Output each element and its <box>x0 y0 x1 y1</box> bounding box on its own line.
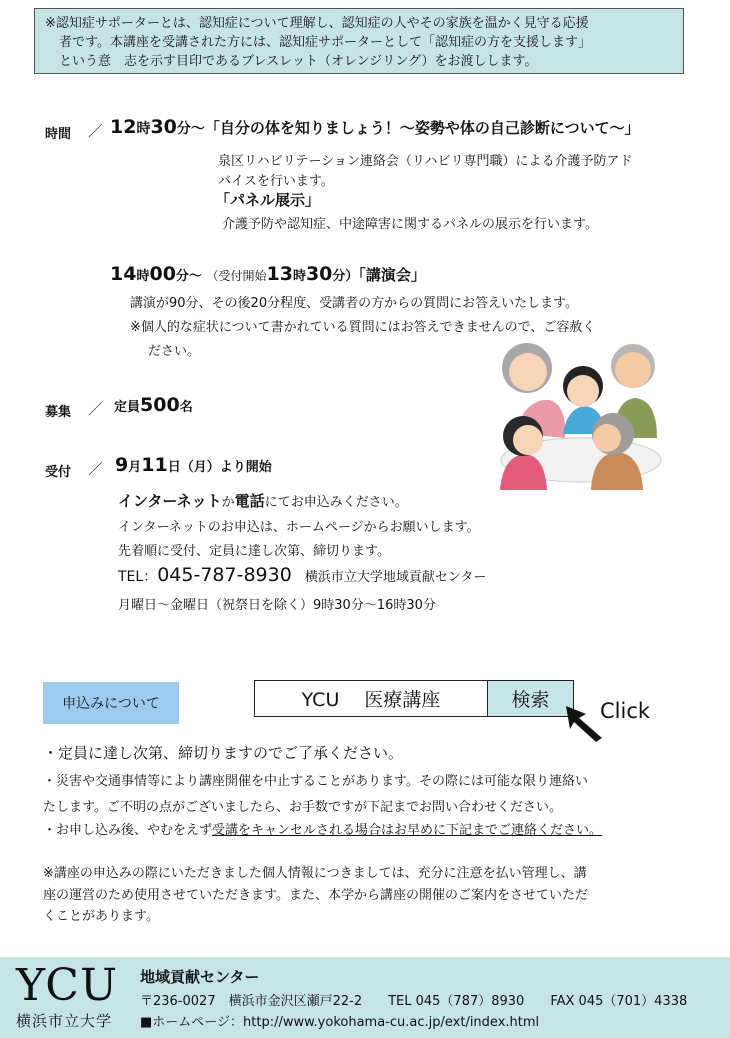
search-button[interactable]: 検索 <box>487 681 573 716</box>
reception-slash: ／ <box>88 460 104 478</box>
privacy-3: くことがあります。 <box>43 909 159 924</box>
first-desc-1: 泉区リハビリテーション連絡会（リハビリ専門職）による介護予防アド <box>218 154 633 169</box>
reception-date: 9月11日（月）より開始 <box>115 454 272 476</box>
supporter-note-box <box>34 8 684 74</box>
tel-number: 045-787-8930 <box>157 564 292 586</box>
lecture-title: 「講演会」 <box>358 266 426 284</box>
office-hours: 月曜日～金曜日（祝祭日を除く）9時30分～16時30分 <box>118 598 436 613</box>
boy-face <box>567 375 599 407</box>
recruit-slash: ／ <box>88 400 104 418</box>
footer-address: 〒236-0027 横浜市金沢区瀬戸22-2 TEL 045（787）8930 FAX 045（701）4338 <box>140 994 688 1009</box>
apply-info-tag: 申込みについて <box>43 682 179 724</box>
capacity: 定員500名 <box>114 394 193 416</box>
search-box[interactable] <box>254 680 574 717</box>
cancel-notice: 受講をキャンセルされる場合はお早めに下記までご連絡ください。 <box>212 823 603 838</box>
footer-dept: 地域貢献センター <box>140 968 260 986</box>
privacy-1: ※講座の申込みの際にいただきました個人情報につきましては、充分に注意を払い管理し、講 <box>43 866 587 881</box>
time-label: 時間 <box>45 127 72 142</box>
reception-line-3: 先着順に受付、定員に達し次第、締切ります。 <box>118 544 390 559</box>
group-discussion-illustration <box>495 338 667 490</box>
panel-title: 「パネル展示」 <box>215 191 321 209</box>
notice-2: ・災害や交通事情等により講座開催を中止することがあります。その際には可能な限り連絡い <box>43 774 588 789</box>
reception-line-2: インターネットのお申込は、ホームページからお願いします。 <box>118 520 480 535</box>
elder-man-face <box>615 352 651 388</box>
panel-desc: 介護予防や認知症、中途障害に関するパネルの展示を行います。 <box>222 217 598 232</box>
girl-face <box>513 425 543 455</box>
first-desc-2: バイスを行います。 <box>218 174 334 189</box>
note-line-3: という意 志を示す目印であるブレスレット（オレンジリング）をお渡しします。 <box>59 54 538 69</box>
second-session-line: 14時00分～ （受付開始13時30分）「講演会」 <box>110 263 426 285</box>
search-input[interactable]: YCU 医療講座 <box>301 689 441 711</box>
footer-homepage[interactable]: ■ホームページ：http://www.yokohama-cu.ac.jp/ext/index.html <box>140 1015 540 1030</box>
lecture-note-1: ※個人的な症状について書かれている質問にはお答えできませんので、ご容赦く <box>130 320 596 335</box>
tel-line: TEL：045-787-8930 横浜市立大学地域貢献センター <box>118 564 487 586</box>
note-line-2: 者です。本講座を受講された方には、認知症サポーターとして「認知症の方を支援します」 <box>59 35 591 50</box>
time-slash: ／ <box>88 122 104 140</box>
lecture-desc: 講演が90分、その後20分程度、受講者の方からの質問にお答えいたします。 <box>130 296 579 311</box>
notice-1: ・定員に達し次第、締切りますのでご了承ください。 <box>43 744 404 762</box>
first-session-title: 「自分の体を知りましょう！～姿勢や体の自己診断について～」 <box>204 119 640 137</box>
elder-back-face <box>593 424 621 452</box>
ycu-logo-sub: 横浜市立大学 <box>16 1012 113 1030</box>
note-line-1: ※認知症サポーターとは、認知症について理解し、認知症の人やその家族を温かく見守る応援 <box>45 16 589 31</box>
click-label: Click <box>600 699 651 723</box>
reception-line-1: インターネットか電話にてお申込みください。 <box>118 492 408 510</box>
privacy-2: 座の運営のため使用させていただきます。また、本学から講座の開催のご案内をさせていただ <box>43 888 588 903</box>
first-session-line: 12時30分～「自分の体を知りましょう！～姿勢や体の自己診断について～」 <box>110 116 640 138</box>
reception-label: 受付 <box>45 465 72 480</box>
recruit-label: 募集 <box>45 405 72 420</box>
notice-3: たします。ご不明の点がございましたら、お手数ですが下記までお問い合わせください。 <box>43 800 562 815</box>
notice-4: ・お申し込み後、やむをえず受講をキャンセルされる場合はお早めに下記までご連絡ください。 <box>43 823 603 838</box>
elder-woman-face <box>509 353 547 391</box>
lecture-note-2: ださい。 <box>148 344 201 359</box>
ycu-logo: YCU <box>16 960 119 1011</box>
tel-org: 横浜市立大学地域貢献センター <box>304 570 487 585</box>
